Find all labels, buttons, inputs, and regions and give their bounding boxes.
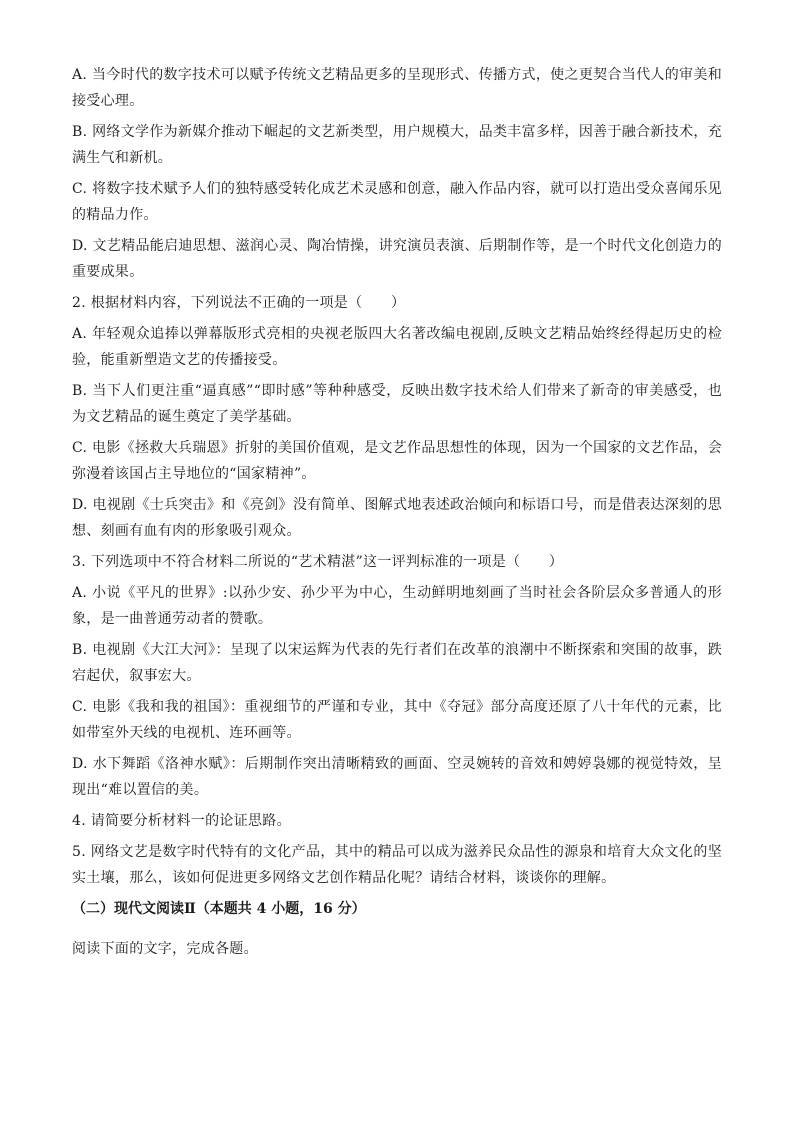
q2-option-c: C. 电影《拯救大兵瑞恩》折射的美国价值观，是文艺作品思想性的体现，因为一个国家的文艺作品，会弥漫着该国占主导地位的“国家精神”。 [72,440,722,482]
q1-option-a: A. 当今时代的数字技术可以赋予传统文艺精品更多的呈现形式、传播方式，使之更契合当代人的审美和接受心理。 [72,67,722,109]
q3-stem: 3. 下列选项中不符合材料二所说的“艺术精湛”这一评判标准的一项是（ ） [72,554,564,570]
q1-option-c: C. 将数字技术赋予人们的独特感受转化成艺术灵感和创意，融入作品内容，就可以打造出受众喜闻乐见的精品力作。 [72,181,722,223]
reading-instruction: 阅读下面的文字，完成各题。 [72,941,258,957]
q1-option-b: B. 网络文学作为新媒介推动下崛起的文艺新类型，用户规模大，品类丰富多样，因善于融合新技术，充满生气和新机。 [72,124,722,166]
q3-option-a: A. 小说《平凡的世界》:以孙少安、孙少平为中心，生动鲜明地刻画了当时社会各阶层众多普通人的形象，是一曲普通劳动者的赞歌。 [72,585,722,627]
q5-question: 5. 网络文艺是数字时代特有的文化产品，其中的精品可以成为滋养民众品性的源泉和培育大众文化的坚实土壤，那么，该如何促进更多网络文艺创作精品化呢？请结合材料，谈谈你的理解。 [72,844,722,886]
q2-option-a: A. 年轻观众追捧以弹幕版形式亮相的央视老版四大名著改编电视剧,反映文艺精品始终经得起历史的检验，能重新塑造文艺的传播接受。 [72,326,722,368]
q3-option-c: C. 电影《我和我的祖国》：重视细节的严谨和专业，其中《夺冠》部分高度还原了八十年代的元素，比如带室外天线的电视机、连环画等。 [72,699,722,741]
q2-option-b: B. 当下人们更注重“逼真感”“即时感”等种种感受，反映出数字技术给人们带来了新奇的审美感受，也为文艺精品的诞生奠定了美学基础。 [72,383,722,425]
q3-option-d: D. 水下舞蹈《洛神水赋》：后期制作突出清晰精致的画面、空灵婉转的音效和娉婷袅娜的视觉特效，呈现出“难以置信的美。 [72,756,722,798]
section-heading: （二）现代文阅读Ⅱ（本题共 4 小题，16 分） [72,901,366,917]
q4-question: 4. 请简要分析材料一的论证思路。 [72,813,291,829]
q3-option-b: B. 电视剧《大江大河》：呈现了以宋运辉为代表的先行者们在改革的浪潮中不断探索和突围的故事，跌宕起伏，叙事宏大。 [72,642,722,684]
q1-option-d: D. 文艺精品能启迪思想、滋润心灵、陶冶情操，讲究演员表演、后期制作等，是一个时代文化创造力的重要成果。 [72,238,722,280]
q2-stem: 2. 根据材料内容，下列说法不正确的一项是（ ） [72,295,406,311]
page-content [72,62,722,962]
q2-option-d: D. 电视剧《士兵突击》和《亮剑》没有简单、图解式地表述政治倾向和标语口号，而是借表达深刻的思想、刻画有血有肉的形象吸引观众。 [72,497,722,539]
